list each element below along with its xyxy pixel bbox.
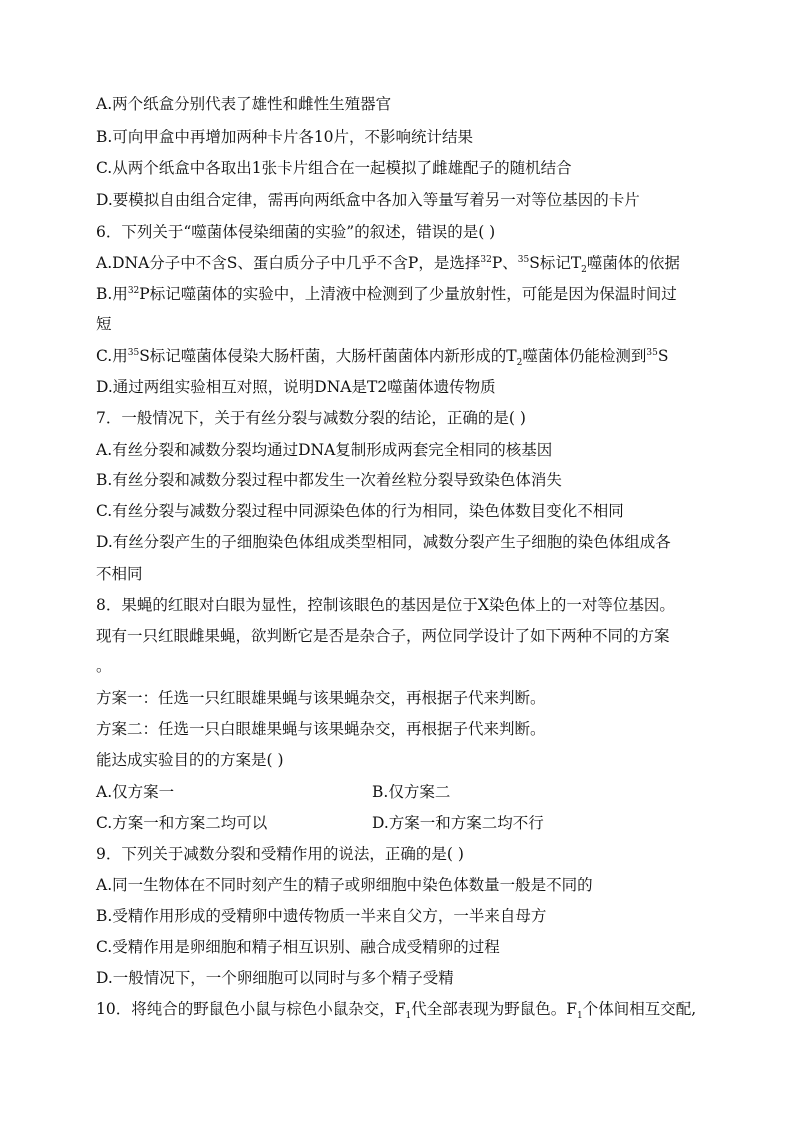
- q6-option-d: D.通过两组实验相互对照，说明DNA是T2噬菌体遗传物质: [96, 378, 496, 396]
- q9-stem: 9．下列关于减数分裂和受精作用的说法，正确的是( ): [96, 845, 464, 863]
- q9-option-d: D.一般情况下，一个卵细胞可以同时与多个精子受精: [96, 969, 454, 987]
- q8-option-b: B.仅方案二: [372, 783, 451, 801]
- q10-stem: 10．将纯合的野鼠色小鼠与棕色小鼠杂交，$F_1$代全部表现为野鼠色。$F_1$个体间相互交配,: [96, 1000, 697, 1021]
- q7-option-d-cont: 不相同: [96, 565, 143, 583]
- q7-option-a: A.有丝分裂和减数分裂均通过DNA复制形成两套完全相同的核基因: [96, 441, 553, 459]
- q8-option-d: D.方案一和方案二均不行: [372, 814, 544, 832]
- q8-option-a: A.仅方案一: [96, 783, 175, 801]
- q7-stem: 7．一般情况下，关于有丝分裂与减数分裂的结论，正确的是( ): [96, 409, 526, 427]
- q6-stem: 6．下列关于“噬菌体侵染细菌的实验”的叙述，错误的是( ): [96, 223, 496, 241]
- q9-option-b: B.受精作用形成的受精卵中遗传物质一半来自父方，一半来自母方: [96, 907, 547, 925]
- q6-option-b-cont: 短: [96, 315, 112, 333]
- q6-option-b: B.用$^{32}$P标记噬菌体的实验中，上清液中检测到了少量放射性，可能是因为保温时间过: [96, 285, 677, 303]
- q7-option-d: D.有丝分裂产生的子细胞染色体组成类型相同，减数分裂产生子细胞的染色体组成各: [96, 533, 671, 551]
- q5-option-d: D.要模拟自由组合定律，需再向两纸盒中各加入等量写着另一对等位基因的卡片: [96, 191, 640, 209]
- q8-stem-cont: 现有一只红眼雌果蝇，欲判断它是否是杂合子，两位同学设计了如下两种不同的方案: [96, 627, 670, 645]
- q8-options-row-1: [96, 781, 696, 803]
- q5-option-c: C.从两个纸盒中各取出1张卡片组合在一起模拟了雌雄配子的随机结合: [96, 159, 572, 177]
- q8-question: 能达成实验目的的方案是( ): [96, 751, 284, 769]
- q8-option-c: C.方案一和方案二均可以: [96, 814, 268, 832]
- q8-plan-two: 方案二：任选一只白眼雄果蝇与该果蝇杂交，再根据子代来判断。: [96, 720, 546, 738]
- q9-option-c: C.受精作用是卵细胞和精子相互识别、融合成受精卵的过程: [96, 938, 500, 956]
- q8-stem-end: 。: [96, 657, 112, 675]
- q7-option-b: B.有丝分裂和减数分裂过程中都发生一次着丝粒分裂导致染色体消失: [96, 471, 562, 489]
- q8-options-row-2: [96, 812, 696, 834]
- q5-option-a: A.两个纸盒分别代表了雄性和雌性生殖器官: [96, 95, 392, 113]
- q5-option-b: B.可向甲盒中再增加两种卡片各10片，不影响统计结果: [96, 128, 474, 146]
- q8-plan-one: 方案一：任选一只红眼雄果蝇与该果蝇杂交，再根据子代来判断。: [96, 689, 546, 707]
- q6-option-c: C.用$^{35}$S标记噬菌体侵染大肠杆菌，大肠杆菌菌体内新形成的$T_2$噬菌体仍能检测到$^{35}$S: [96, 347, 669, 368]
- q9-option-a: A.同一生物体在不同时刻产生的精子或卵细胞中染色体数量一般是不同的: [96, 876, 593, 894]
- q6-option-a: A.DNA分子中不含S、蛋白质分子中几乎不含P，是选择$^{32}$P、$^{35}$S标记$T_2$噬菌体的依据: [96, 254, 680, 275]
- q7-option-c: C.有丝分裂与减数分裂过程中同源染色体的行为相同，染色体数目变化不相同: [96, 502, 624, 520]
- q8-stem: 8．果蝇的红眼对白眼为显性，控制该眼色的基因是位于X染色体上的一对等位基因。: [96, 596, 675, 614]
